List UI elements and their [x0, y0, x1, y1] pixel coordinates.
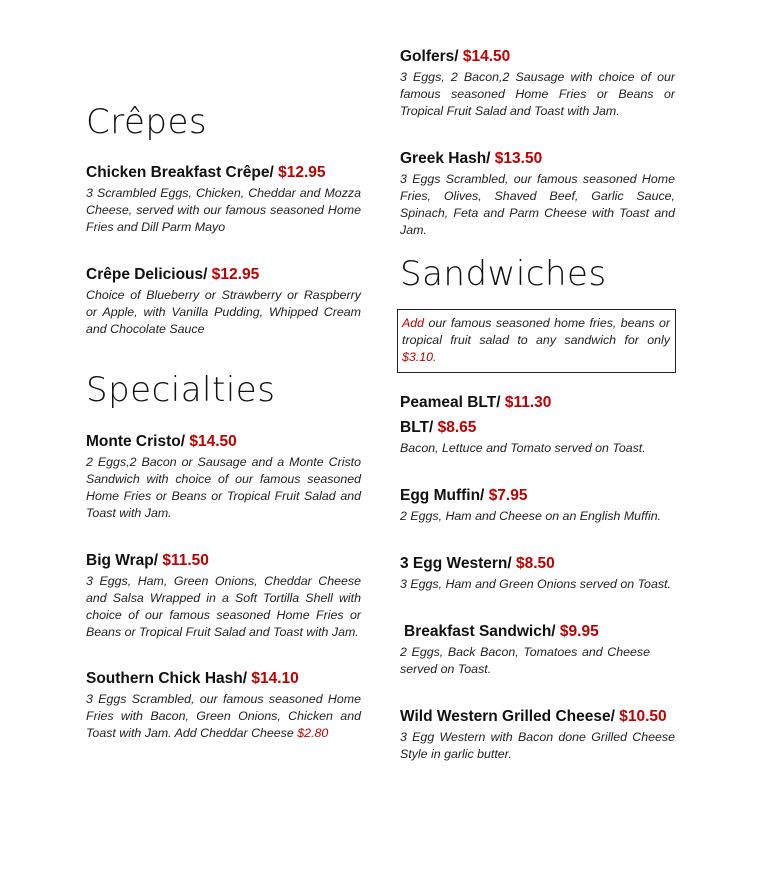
- item-price: $8.65: [437, 419, 477, 436]
- menu-item-peameal-blt: [400, 393, 675, 413]
- menu-item-wild-western-grilled-cheese: [400, 707, 675, 763]
- item-description: 3 Egg Western with Bacon done Grilled Cheese Style in garlic butter.: [400, 730, 675, 761]
- menu-item-chicken-breakfast-crepe: [86, 163, 361, 236]
- section-heading-crepes: Crêpes: [86, 102, 208, 142]
- item-name: Breakfast Sandwich/: [404, 623, 556, 640]
- item-name: Southern Chick Hash/: [86, 670, 248, 687]
- addon-price: $2.80: [297, 726, 329, 740]
- item-price: $7.95: [488, 487, 528, 504]
- item-price: $13.50: [494, 150, 543, 167]
- menu-item-big-wrap: [86, 551, 361, 641]
- menu-item-southern-chick-hash: [86, 669, 361, 742]
- menu-item-3-egg-western: [400, 554, 675, 593]
- item-price: $14.50: [462, 48, 511, 65]
- section-heading-specialties: Specialties: [86, 370, 276, 410]
- note-add-word: Add: [402, 316, 425, 330]
- item-title: [86, 163, 361, 183]
- item-title: [86, 551, 361, 571]
- item-name: Chicken Breakfast Crêpe/: [86, 164, 274, 181]
- menu-item-blt: [400, 418, 675, 457]
- item-title: [400, 554, 675, 574]
- item-title: [86, 265, 361, 285]
- item-title: [400, 393, 675, 413]
- item-name: Greek Hash/: [400, 150, 491, 167]
- item-title: [400, 47, 675, 67]
- item-price: $8.50: [516, 555, 555, 572]
- note-price: $3.10.: [402, 350, 437, 364]
- item-price: $14.10: [251, 670, 299, 687]
- item-title: [86, 432, 361, 452]
- menu-item-breakfast-sandwich: [400, 622, 679, 678]
- item-name: Big Wrap/: [86, 552, 159, 569]
- item-description: 2 Eggs, Ham and Cheese on an English Muffin.: [400, 509, 662, 523]
- item-price: $11.30: [504, 394, 552, 411]
- item-title: [86, 669, 361, 689]
- item-title: [400, 418, 675, 438]
- item-price: $12.95: [278, 164, 326, 181]
- item-price: $14.50: [189, 433, 237, 450]
- item-description: 3 Eggs Scrambled, our famous seasoned Home Fries, Olives, Shaved Beef, Garlic Sauce, Spinach, Feta and Parm Cheese with Toast and Jam.: [400, 172, 675, 237]
- item-name: BLT/: [400, 419, 434, 436]
- sandwich-addon-note: [397, 309, 676, 373]
- item-description: 3 Eggs, 2 Bacon,2 Sausage with choice of our famous seasoned Home Fries or Beans or Tropical Fruit Salad and Toast with Jam.: [400, 70, 675, 118]
- item-title: [400, 149, 675, 169]
- item-description-text: 3 Eggs Scrambled, our famous seasoned Home Fries with Bacon, Green Onions, Chicken and Toast with Jam. Add Cheddar Cheese: [86, 692, 361, 740]
- item-name: 3 Egg Western/: [400, 555, 512, 572]
- menu-item-crepe-delicious: [86, 265, 361, 338]
- item-price: $9.95: [559, 623, 599, 640]
- item-description: 2 Eggs,2 Bacon or Sausage and a Monte Cristo Sandwich with choice of our famous seasoned Home Fries or Beans or Tropical Fruit Salad and Toast with Jam.: [86, 455, 361, 520]
- item-description: 2 Eggs, Back Bacon, Tomatoes and Cheese served on Toast.: [400, 645, 650, 676]
- item-name: Egg Muffin/: [400, 487, 485, 504]
- item-description: 3 Eggs, Ham and Green Onions served on Toast.: [400, 577, 671, 591]
- menu-item-egg-muffin: [400, 486, 675, 525]
- item-price: $11.50: [162, 552, 209, 569]
- item-description: Bacon, Lettuce and Tomato served on Toast.: [400, 441, 646, 455]
- item-description: 3 Scrambled Eggs, Chicken, Cheddar and Mozza Cheese, served with our famous seasoned Home Fries and Dill Parm Mayo: [86, 186, 361, 234]
- item-title: [404, 622, 679, 642]
- note-text: our famous seasoned home fries, beans or tropical fruit salad to any sandwich for only: [402, 316, 670, 347]
- item-description: 3 Eggs, Ham, Green Onions, Cheddar Cheese and Salsa Wrapped in a Soft Tortilla Shell with choice of our famous seasoned Home Fries or Beans or Tropical Fruit Salad and Toast with Jam.: [86, 574, 361, 639]
- item-description: Choice of Blueberry or Strawberry or Raspberry or Apple, with Vanilla Pudding, Whipped Cream and Chocolate Sauce: [86, 288, 361, 336]
- item-name: Crêpe Delicious/: [86, 266, 208, 283]
- menu-item-greek-hash: [400, 149, 675, 239]
- item-name: Wild Western Grilled Cheese/: [400, 708, 615, 725]
- item-name: Golfers/: [400, 48, 459, 65]
- item-title: [400, 707, 675, 727]
- item-price: $10.50: [619, 708, 667, 725]
- item-name: Monte Cristo/: [86, 433, 186, 450]
- section-heading-sandwiches: Sandwiches: [400, 254, 607, 294]
- menu-item-monte-cristo: [86, 432, 361, 522]
- item-name: Peameal BLT/: [400, 394, 501, 411]
- item-price: $12.95: [211, 266, 260, 283]
- item-description: [86, 691, 361, 742]
- item-title: [400, 486, 675, 506]
- menu-item-golfers: [400, 47, 675, 120]
